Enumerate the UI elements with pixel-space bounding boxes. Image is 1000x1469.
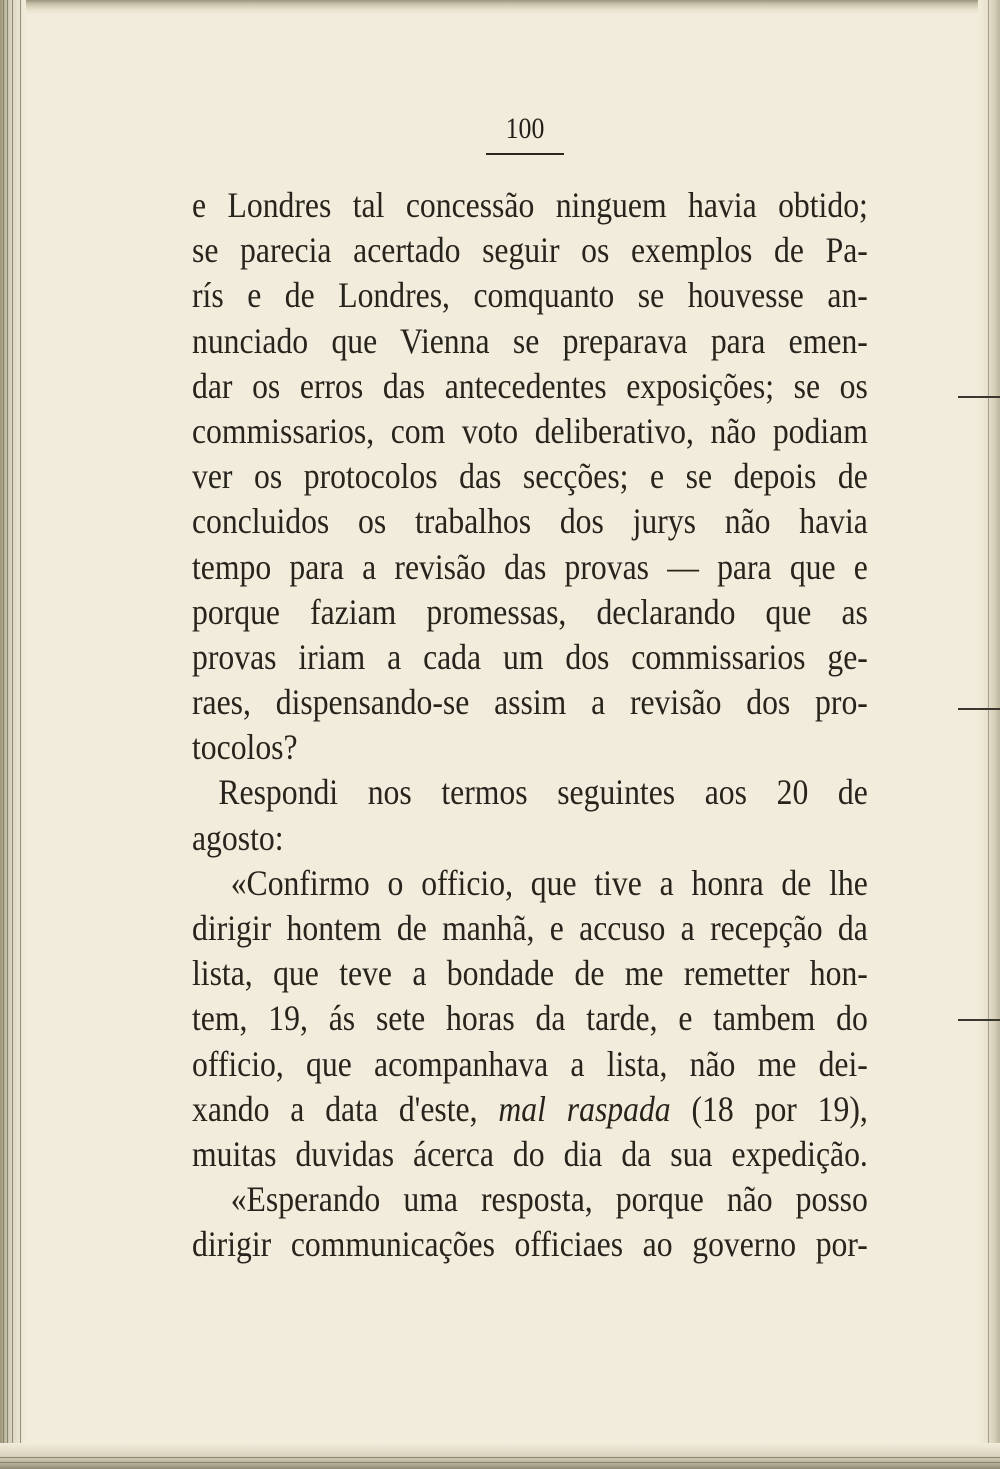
text-line: tem, 19, ás sete horas da tarde, e tambem do	[192, 998, 868, 1039]
margin-tick	[958, 1019, 1000, 1021]
text-line: agosto:	[192, 817, 284, 858]
text-line: «Confirmo o officio, que tive a honra de lhe	[230, 862, 868, 903]
text-segment: (18 por 19),	[670, 1088, 868, 1129]
text-line: muitas duvidas ácerca do dia da sua expedição.	[192, 1133, 868, 1174]
text-segment: xando a data d'este,	[192, 1088, 499, 1129]
page-right-edge	[978, 0, 1000, 1469]
text-line: tocolos?	[192, 727, 298, 768]
margin-tick	[958, 396, 1000, 398]
page-number-rule	[486, 153, 564, 155]
text-line: e Londres tal concessão ninguem havia obtido;	[192, 185, 868, 225]
text-line: porque faziam promessas, declarando que as	[192, 591, 868, 632]
text-line: lista, que teve a bondade de me remetter hon-	[192, 953, 868, 994]
binding-edge	[0, 0, 26, 1469]
text-line: dar os erros das antecedentes exposições; se os	[192, 365, 868, 406]
text-line: «Esperando uma resposta, porque não posso	[230, 1179, 868, 1220]
text-line: provas iriam a cada um dos commissarios ge-	[192, 636, 868, 677]
text-line: nunciado que Vienna se preparava para emen-	[192, 320, 868, 361]
text-line: ver os protocolos das secções; e se depois de	[192, 456, 868, 497]
text-line: dirigir hontem de manhã, e accuso a recepção da	[192, 908, 868, 948]
text-line: raes, dispensando-se assim a revisão dos pro-	[192, 682, 868, 723]
page-number: 100	[505, 112, 545, 145]
text-line: concluidos os trabalhos dos jurys não havia	[192, 501, 868, 542]
text-line: tempo para a revisão das provas — para que e	[192, 546, 868, 587]
margin-tick	[958, 708, 1000, 710]
page-top-edge	[0, 0, 1000, 14]
text-line: dirigir communicações officiaes ao governo por-	[192, 1224, 868, 1265]
page-bottom-edge	[0, 1443, 1000, 1469]
text-line: rís e de Londres, comquanto se houvesse an-	[192, 275, 868, 316]
text-line: officio, que acompanhava a lista, não me dei-	[192, 1043, 868, 1084]
text-line: Respondi nos termos seguintes aos 20 de	[218, 772, 868, 813]
text-line	[192, 1087, 868, 1132]
text-line: commissarios, com voto deliberativo, não podiam	[192, 410, 868, 451]
text-line: se parecia acertado seguir os exemplos de Pa-	[192, 230, 868, 271]
body-text	[192, 183, 868, 1268]
italic-phrase: mal raspada	[498, 1088, 671, 1129]
